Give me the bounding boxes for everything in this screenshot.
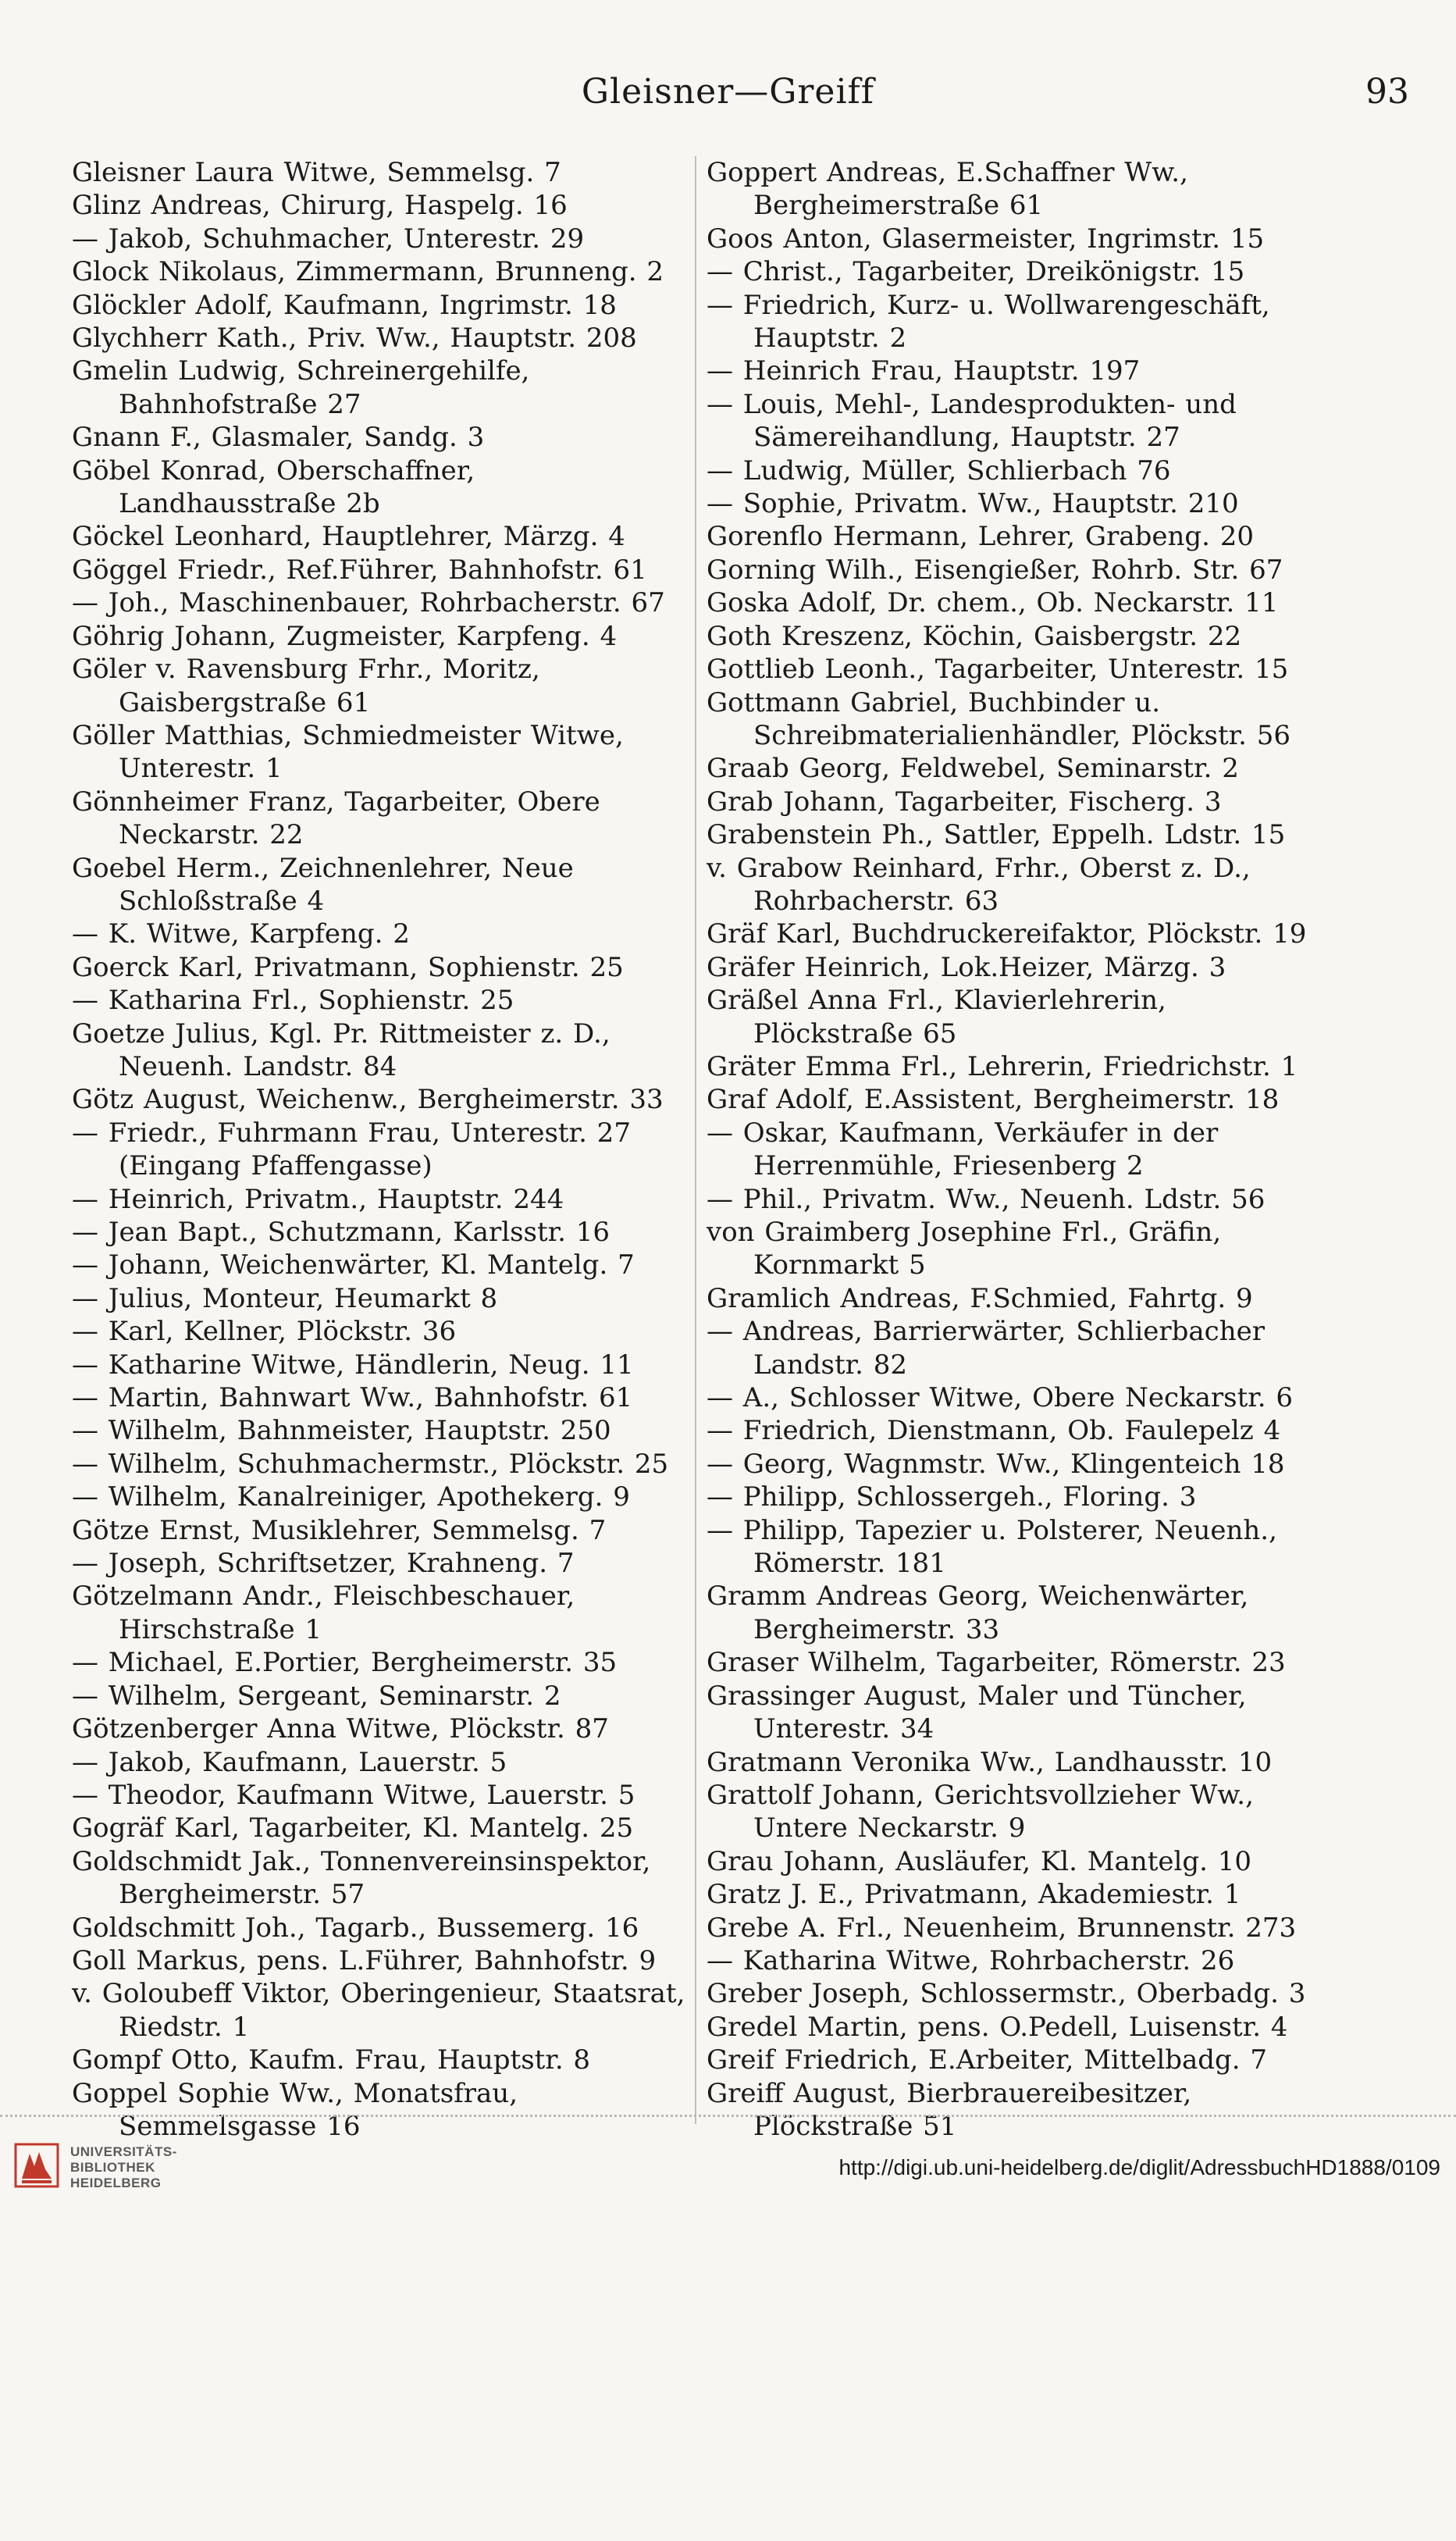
directory-entry: Gratz J. E., Privatmann, Akademiestr. 1 <box>707 1879 1241 1911</box>
directory-entry: Graser Wilhelm, Tagarbeiter, Römerstr. 23 <box>707 1647 1286 1679</box>
directory-entry: Götze Ernst, Musiklehrer, Semmelsg. 7 <box>72 1514 607 1546</box>
directory-entry: Goos Anton, Glasermeister, Ingrimstr. 15 <box>707 223 1265 255</box>
page-title: Gleisner—Greiff <box>581 72 875 112</box>
directory-entry: — Wilhelm, Bahnmeister, Hauptstr. 250 <box>72 1415 611 1447</box>
directory-entry: — K. Witwe, Karpfeng. 2 <box>72 918 410 950</box>
column-divider <box>695 156 696 2124</box>
directory-entry: Grattolf Johann, Gerichtsvollzieher Ww., Untere Neckarstr. 9 <box>707 1779 1254 1844</box>
right-column <box>707 156 1331 2143</box>
directory-entry: Goth Kreszenz, Köchin, Gaisbergstr. 22 <box>707 620 1242 652</box>
directory-entry: Gompf Otto, Kaufm. Frau, Hauptstr. 8 <box>72 2044 591 2076</box>
directory-entry: Goetze Julius, Kgl. Pr. Rittmeister z. D., Neuenh. Landstr. 84 <box>72 1017 611 1082</box>
directory-entry: — A., Schlosser Witwe, Obere Neckarstr. 6 <box>707 1382 1294 1414</box>
directory-entry: Göhrig Johann, Zugmeister, Karpfeng. 4 <box>72 620 618 652</box>
directory-entry: — Georg, Wagnmstr. Ww., Klingenteich 18 <box>707 1448 1285 1480</box>
directory-entry: Goldschmitt Joh., Tagarb., Bussemerg. 16 <box>72 1912 639 1944</box>
directory-entry: Gleisner Laura Witwe, Semmelsg. 7 <box>72 157 561 188</box>
directory-entry: Göbel Konrad, Oberschaffner, Landhausstraße 2b <box>72 454 475 520</box>
directory-entry: Glöckler Adolf, Kaufmann, Ingrimstr. 18 <box>72 289 617 321</box>
directory-entry: — Julius, Monteur, Heumarkt 8 <box>72 1282 498 1314</box>
directory-entry: — Louis, Mehl-, Landesprodukten- und Sämereihandlung, Hauptstr. 27 <box>707 388 1237 454</box>
directory-entry: — Michael, E.Portier, Bergheimerstr. 35 <box>72 1647 618 1679</box>
directory-entry: — Jakob, Kaufmann, Lauerstr. 5 <box>72 1746 507 1778</box>
directory-entry: Greber Joseph, Schlossermstr., Oberbadg. 3 <box>707 1978 1306 2010</box>
directory-entry: Glychherr Kath., Priv. Ww., Hauptstr. 208 <box>72 323 637 355</box>
source-url-link[interactable]: http://digi.ub.uni-heidelberg.de/diglit/AdressbuchHD1888/0109 <box>838 2155 1440 2179</box>
page-header <box>0 72 1456 119</box>
directory-entry: Glock Nikolaus, Zimmermann, Brunneng. 2 <box>72 256 664 288</box>
directory-entry: — Heinrich Frau, Hauptstr. 197 <box>707 355 1141 387</box>
left-column <box>72 156 696 2143</box>
directory-entry: v. Grabow Reinhard, Frhr., Oberst z. D., Rohrbacherstr. 63 <box>707 852 1251 917</box>
directory-entry: Goppert Andreas, E.Schaffner Ww., Bergheimerstraße 61 <box>707 157 1188 222</box>
directory-entry: Götz August, Weichenw., Bergheimerstr. 33 <box>72 1084 664 1116</box>
directory-entry: Gnann F., Glasmaler, Sandg. 3 <box>72 422 485 454</box>
directory-entry: — Katharine Witwe, Händlerin, Neug. 11 <box>72 1349 634 1381</box>
directory-entry: Goll Markus, pens. L.Führer, Bahnhofstr. 9 <box>72 1944 657 1976</box>
directory-entry: — Wilhelm, Sergeant, Seminarstr. 2 <box>72 1680 561 1712</box>
directory-entry: — Friedrich, Kurz- u. Wollwarengeschäft, Hauptstr. 2 <box>707 289 1270 355</box>
directory-entry: Goebel Herm., Zeichnenlehrer, Neue Schloßstraße 4 <box>72 852 574 917</box>
directory-entry: Gogräf Karl, Tagarbeiter, Kl. Mantelg. 25 <box>72 1812 634 1844</box>
directory-entry: Gräf Karl, Buchdruckereifaktor, Plöckstr. 19 <box>707 918 1307 950</box>
library-name-line: BIBLIOTHEK <box>70 2160 155 2175</box>
directory-entry: — Heinrich, Privatm., Hauptstr. 244 <box>72 1183 564 1215</box>
directory-entry: — Andreas, Barrierwärter, Schlierbacher Landstr. 82 <box>707 1316 1265 1381</box>
directory-entry: — Oskar, Kaufmann, Verkäufer in der Herrenmühle, Friesenberg 2 <box>707 1117 1219 1182</box>
directory-entry: — Joh., Maschinenbauer, Rohrbacherstr. 67 <box>72 587 665 619</box>
directory-entry: Greif Friedrich, E.Arbeiter, Mittelbadg. 7 <box>707 2044 1268 2076</box>
directory-entry: — Sophie, Privatm. Ww., Hauptstr. 210 <box>707 488 1239 520</box>
directory-entry: Gottmann Gabriel, Buchbinder u. Schreibmaterialienhändler, Plöckstr. 56 <box>707 686 1291 751</box>
directory-entry: Greiff August, Bierbrauereibesitzer, Plöckstraße 51 <box>707 2077 1192 2142</box>
directory-entry: — Friedr., Fuhrmann Frau, Unterestr. 27 (Eingang Pfaffengasse) <box>72 1117 631 1182</box>
directory-entry: — Philipp, Schlossergeh., Floring. 3 <box>707 1481 1197 1513</box>
directory-entry: — Theodor, Kaufmann Witwe, Lauerstr. 5 <box>72 1779 635 1811</box>
directory-entry: — Philipp, Tapezier u. Polsterer, Neuenh., Römerstr. 181 <box>707 1514 1277 1580</box>
directory-entry: — Wilhelm, Kanalreiniger, Apothekerg. 9 <box>72 1481 630 1513</box>
directory-entry: Graf Adolf, E.Assistent, Bergheimerstr. 18 <box>707 1084 1280 1116</box>
directory-entry: Göckel Leonhard, Hauptlehrer, Märzg. 4 <box>72 521 625 553</box>
directory-entry: Goppel Sophie Ww., Monatsfrau, Semmelsgasse 16 <box>72 2077 518 2142</box>
directory-entry: Graab Georg, Feldwebel, Seminarstr. 2 <box>707 753 1239 785</box>
library-name <box>70 2144 177 2191</box>
directory-entry: — Martin, Bahnwart Ww., Bahnhofstr. 61 <box>72 1382 633 1414</box>
directory-entry: Goska Adolf, Dr. chem., Ob. Neckarstr. 11 <box>707 587 1279 619</box>
directory-entry: Gräßel Anna Frl., Klavierlehrerin, Plöckstraße 65 <box>707 985 1166 1050</box>
directory-entry: — Phil., Privatm. Ww., Neuenh. Ldstr. 56 <box>707 1183 1266 1215</box>
directory-entry: — Katharina Frl., Sophienstr. 25 <box>72 985 514 1017</box>
directory-entry: Grau Johann, Ausläufer, Kl. Mantelg. 10 <box>707 1845 1252 1877</box>
footer-divider <box>0 2115 1456 2117</box>
directory-entry: Göller Matthias, Schmiedmeister Witwe, Unterestr. 1 <box>72 719 624 785</box>
directory-entry: Goldschmidt Jak., Tonnenvereinsinspektor, Bergheimerstr. 57 <box>72 1845 651 1911</box>
directory-entry: von Graimberg Josephine Frl., Gräfin, Kornmarkt 5 <box>707 1217 1222 1281</box>
directory-entry: Gorning Wilh., Eisengießer, Rohrb. Str. 67 <box>707 554 1283 586</box>
directory-entry: Gmelin Ludwig, Schreinergehilfe, Bahnhofstraße 27 <box>72 355 530 420</box>
directory-entry: Gräter Emma Frl., Lehrerin, Friedrichstr. 1 <box>707 1050 1298 1082</box>
library-name-line: UNIVERSITÄTS- <box>70 2144 177 2159</box>
directory-entry: Gräfer Heinrich, Lok.Heizer, Märzg. 3 <box>707 951 1226 983</box>
directory-entry: v. Goloubeff Viktor, Oberingenieur, Staatsrat, Riedstr. 1 <box>72 1978 685 2043</box>
directory-entry: — Friedrich, Dienstmann, Ob. Faulepelz 4 <box>707 1415 1281 1447</box>
directory-entry: Grabenstein Ph., Sattler, Eppelh. Ldstr. 15 <box>707 819 1286 851</box>
directory-entry: — Wilhelm, Schuhmachermstr., Plöckstr. 25 <box>72 1448 669 1480</box>
directory-entry: — Jakob, Schuhmacher, Unterestr. 29 <box>72 223 585 255</box>
directory-entry: Goerck Karl, Privatmann, Sophienstr. 25 <box>72 951 624 983</box>
directory-entry: Göggel Friedr., Ref.Führer, Bahnhofstr. 61 <box>72 554 647 586</box>
directory-entry: — Karl, Kellner, Plöckstr. 36 <box>72 1316 457 1348</box>
directory-entry: — Christ., Tagarbeiter, Dreikönigstr. 15 <box>707 256 1245 288</box>
directory-entry: — Jean Bapt., Schutzmann, Karlsstr. 16 <box>72 1217 611 1248</box>
directory-entry: Grassinger August, Maler und Tüncher, Unterestr. 34 <box>707 1680 1247 1745</box>
directory-entry: Gönnheimer Franz, Tagarbeiter, Obere Neckarstr. 22 <box>72 786 600 851</box>
directory-entry: Gramlich Andreas, F.Schmied, Fahrtg. 9 <box>707 1282 1253 1314</box>
directory-entry: Grab Johann, Tagarbeiter, Fischerg. 3 <box>707 786 1222 818</box>
directory-entry: Gratmann Veronika Ww., Landhausstr. 10 <box>707 1746 1273 1778</box>
directory-entry: Gorenflo Hermann, Lehrer, Grabeng. 20 <box>707 521 1255 553</box>
directory-entry: — Johann, Weichenwärter, Kl. Mantelg. 7 <box>72 1249 635 1281</box>
directory-entry: Grebe A. Frl., Neuenheim, Brunnenstr. 273 <box>707 1912 1297 1944</box>
directory-entry: Götzelmann Andr., Fleischbeschauer, Hirschstraße 1 <box>72 1581 575 1645</box>
directory-entry: — Ludwig, Müller, Schlierbach 76 <box>707 454 1171 486</box>
directory-entry: Gottlieb Leonh., Tagarbeiter, Unterestr. 15 <box>707 654 1289 686</box>
page-number: 93 <box>1365 72 1409 112</box>
directory-entry: Gredel Martin, pens. O.Pedell, Luisenstr. 4 <box>707 2011 1288 2043</box>
footer <box>0 2124 1456 2541</box>
directory-entry: Göler v. Ravensburg Frhr., Moritz, Gaisbergstraße 61 <box>72 654 540 718</box>
university-library-logo-icon <box>14 2143 59 2188</box>
directory-entry: — Katharina Witwe, Rohrbacherstr. 26 <box>707 1944 1235 1976</box>
directory-entry: Gramm Andreas Georg, Weichenwärter, Bergheimerstr. 33 <box>707 1581 1249 1645</box>
directory-entry: — Joseph, Schriftsetzer, Krahneng. 7 <box>72 1548 575 1580</box>
directory-entry: Glinz Andreas, Chirurg, Haspelg. 16 <box>72 190 568 222</box>
library-name-line: HEIDELBERG <box>70 2176 162 2190</box>
directory-entry: Götzenberger Anna Witwe, Plöckstr. 87 <box>72 1713 609 1745</box>
